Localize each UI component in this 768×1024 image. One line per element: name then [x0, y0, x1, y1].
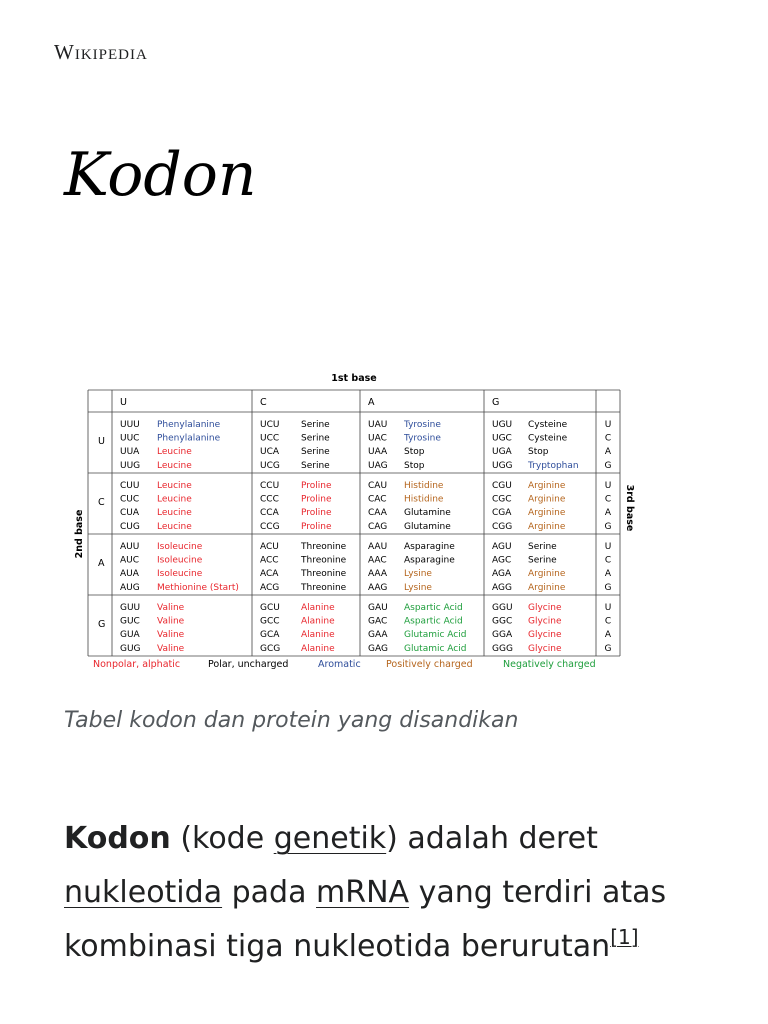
reference-link[interactable]: [1]: [610, 925, 639, 949]
amino-acid-label: Alanine: [301, 603, 335, 613]
amino-acid-label: Proline: [301, 521, 332, 532]
codon-label: CUA: [120, 508, 140, 519]
amino-acid-label: Aspartic Acid: [404, 603, 463, 613]
codon-label: AGA: [492, 569, 512, 580]
third-base-label: 3rd base: [624, 484, 635, 532]
third-base-letter: C: [604, 494, 612, 505]
intro-paragraph: [64, 812, 724, 974]
third-base-letter: A: [604, 447, 612, 458]
intro-bold-term: Kodon: [64, 821, 171, 856]
codon-table-figure[interactable]: [76, 368, 636, 676]
codon-label: CAC: [368, 494, 387, 505]
codon-label: GAC: [368, 616, 388, 627]
first-base-label: 1st base: [331, 373, 377, 384]
amino-acid-label: Proline: [301, 508, 332, 519]
amino-acid-label: Alanine: [301, 630, 335, 641]
amino-acid-label: Histidine: [404, 481, 444, 491]
codon-label: GAG: [368, 643, 388, 654]
amino-acid-label: Leucine: [157, 460, 192, 471]
link-mrna[interactable]: mRNA: [316, 875, 410, 910]
codon-label: GUU: [120, 603, 141, 613]
amino-acid-label: Histidine: [404, 494, 444, 505]
row-base-label: A: [98, 558, 105, 569]
amino-acid-label: Arginine: [528, 521, 566, 532]
legend-entry: Polar, uncharged: [208, 659, 289, 670]
amino-acid-label: Glutamine: [404, 508, 451, 519]
codon-label: CGC: [492, 494, 512, 505]
amino-acid-label: Phenylalanine: [157, 420, 221, 430]
amino-acid-label: Serine: [528, 555, 557, 566]
third-base-letter: G: [604, 643, 612, 654]
codon-label: AGU: [492, 542, 512, 552]
codon-label: AUU: [120, 542, 140, 552]
amino-acid-label: Arginine: [528, 582, 566, 593]
codon-label: ACU: [260, 542, 279, 552]
codon-label: GGC: [492, 616, 513, 627]
codon-label: GUC: [120, 616, 140, 627]
amino-acid-label: Glutamic Acid: [404, 643, 467, 654]
codon-label: UGA: [492, 447, 512, 458]
codon-label: AAC: [368, 555, 387, 566]
codon-label: CCC: [260, 494, 279, 505]
codon-label: GCC: [260, 616, 280, 627]
codon-label: UAA: [368, 447, 388, 458]
codon-label: CCU: [260, 481, 280, 491]
link-nukleotida[interactable]: nukleotida: [64, 875, 223, 910]
row-base-label: C: [98, 497, 105, 508]
codon-label: GAA: [368, 630, 388, 641]
codon-label: CGG: [492, 521, 513, 532]
row-base-label: G: [98, 619, 106, 630]
figure-caption: Tabel kodon dan protein yang disandikan: [64, 708, 519, 733]
third-base-letter: U: [604, 603, 612, 613]
codon-label: CUG: [120, 521, 140, 532]
amino-acid-label: Isoleucine: [157, 569, 203, 580]
amino-acid-label: Alanine: [301, 643, 335, 654]
codon-label: UGU: [492, 420, 513, 430]
codon-label: CGU: [492, 481, 512, 491]
amino-acid-label: Isoleucine: [157, 555, 203, 566]
codon-label: CCA: [260, 508, 279, 519]
legend-entry: Aromatic: [318, 659, 361, 670]
amino-acid-label: Glutamine: [404, 521, 451, 532]
amino-acid-label: Valine: [157, 630, 185, 641]
third-base-letter: G: [604, 521, 612, 532]
codon-label: UAU: [368, 420, 388, 430]
codon-label: UGG: [492, 460, 513, 471]
intro-text: (kode: [170, 821, 274, 856]
link-genetik[interactable]: genetik: [273, 821, 387, 856]
codon-table-image: [76, 368, 636, 676]
codon-label: UUU: [120, 420, 140, 430]
amino-acid-label: Valine: [157, 643, 185, 654]
codon-label: GUA: [120, 630, 140, 641]
amino-acid-label: Aspartic Acid: [404, 616, 463, 627]
row-base-label: U: [98, 436, 105, 447]
codon-label: CAG: [368, 521, 388, 532]
codon-label: ACC: [260, 555, 279, 566]
amino-acid-label: Threonine: [301, 582, 347, 593]
amino-acid-label: Tyrosine: [404, 420, 441, 430]
amino-acid-label: Lysine: [404, 569, 432, 580]
reference-marker: [610, 921, 638, 950]
page-title: Kodon: [64, 140, 257, 210]
intro-text: ) adalah deret: [386, 821, 598, 856]
codon-label: UUG: [120, 460, 141, 471]
amino-acid-label: Tryptophan: [528, 460, 579, 471]
base-header: A: [368, 397, 375, 408]
codon-label: GGG: [492, 643, 513, 654]
amino-acid-label: Threonine: [301, 555, 347, 566]
third-base-letter: U: [604, 420, 612, 430]
amino-acid-label: Leucine: [157, 521, 192, 532]
amino-acid-label: Arginine: [528, 481, 566, 491]
third-base-letter: U: [604, 481, 612, 491]
amino-acid-label: Glycine: [528, 603, 562, 613]
third-base-letter: A: [604, 569, 612, 580]
amino-acid-label: Asparagine: [404, 542, 455, 552]
amino-acid-label: Proline: [301, 481, 332, 491]
legend-entry: Negatively charged: [503, 659, 596, 670]
codon-label: AUA: [120, 569, 139, 580]
codon-label: CUC: [120, 494, 140, 505]
codon-label: UUA: [120, 447, 140, 458]
third-base-letter: C: [604, 555, 612, 566]
amino-acid-label: Asparagine: [404, 555, 455, 566]
amino-acid-label: Proline: [301, 494, 332, 505]
amino-acid-label: Alanine: [301, 616, 335, 627]
second-base-label: 2nd base: [74, 509, 85, 559]
codon-label: GCG: [260, 643, 281, 654]
amino-acid-label: Isoleucine: [157, 542, 203, 552]
amino-acid-label: Serine: [301, 447, 330, 458]
codon-label: AAA: [368, 569, 387, 580]
codon-label: UCC: [260, 433, 280, 444]
third-base-letter: G: [604, 460, 612, 471]
codon-label: GCU: [260, 603, 280, 613]
codon-label: CAA: [368, 508, 387, 519]
amino-acid-label: Phenylalanine: [157, 433, 221, 444]
amino-acid-label: Arginine: [528, 508, 566, 519]
codon-label: AAU: [368, 542, 388, 552]
amino-acid-label: Lysine: [404, 582, 432, 593]
base-header: G: [492, 397, 500, 408]
codon-label: GGA: [492, 630, 513, 641]
amino-acid-label: Stop: [528, 447, 549, 458]
amino-acid-label: Glutamic Acid: [404, 630, 467, 641]
amino-acid-label: Glycine: [528, 643, 562, 654]
legend-entry: Positively charged: [386, 659, 473, 670]
codon-label: UAG: [368, 460, 388, 471]
amino-acid-label: Leucine: [157, 481, 192, 491]
codon-label: UCA: [260, 447, 280, 458]
amino-acid-label: Leucine: [157, 508, 192, 519]
amino-acid-label: Threonine: [301, 542, 347, 552]
amino-acid-label: Serine: [301, 460, 330, 471]
wikipedia-wordmark[interactable]: Wikipedia: [54, 40, 148, 64]
codon-label: ACA: [260, 569, 279, 580]
amino-acid-label: Cysteine: [528, 433, 568, 444]
amino-acid-label: Tyrosine: [404, 433, 441, 444]
codon-label: GCA: [260, 630, 280, 641]
amino-acid-label: Arginine: [528, 494, 566, 505]
amino-acid-label: Valine: [157, 603, 185, 613]
legend-entry: Nonpolar, alphatic: [93, 659, 181, 670]
amino-acid-label: Serine: [528, 542, 557, 552]
codon-label: AAG: [368, 582, 388, 593]
amino-acid-label: Stop: [404, 460, 425, 471]
amino-acid-label: Leucine: [157, 494, 192, 505]
base-header: C: [260, 397, 267, 408]
third-base-letter: A: [604, 630, 612, 641]
third-base-letter: C: [604, 433, 612, 444]
intro-text: pada: [222, 875, 317, 910]
codon-label: UAC: [368, 433, 387, 444]
codon-label: CCG: [260, 521, 280, 532]
amino-acid-label: Arginine: [528, 569, 566, 580]
third-base-letter: G: [604, 582, 612, 593]
codon-label: UCU: [260, 420, 280, 430]
amino-acid-label: Glycine: [528, 616, 562, 627]
codon-label: GAU: [368, 603, 388, 613]
third-base-letter: U: [604, 542, 612, 552]
amino-acid-label: Stop: [404, 447, 425, 458]
third-base-letter: A: [604, 508, 612, 519]
codon-label: CGA: [492, 508, 512, 519]
base-header: U: [120, 397, 127, 408]
amino-acid-label: Threonine: [301, 569, 347, 580]
codon-label: AUG: [120, 582, 140, 593]
codon-label: CAU: [368, 481, 388, 491]
amino-acid-label: Serine: [301, 420, 330, 430]
amino-acid-label: Cysteine: [528, 420, 568, 430]
intro-text: yang terdiri atas kombinasi tiga nukleotida berurutan: [64, 875, 667, 964]
amino-acid-label: Leucine: [157, 447, 192, 458]
codon-label: UCG: [260, 460, 280, 471]
codon-label: ACG: [260, 582, 280, 593]
codon-label: AGG: [492, 582, 512, 593]
codon-label: CUU: [120, 481, 140, 491]
codon-label: GUG: [120, 643, 141, 654]
codon-label: UUC: [120, 433, 140, 444]
third-base-letter: C: [604, 616, 612, 627]
codon-label: AUC: [120, 555, 140, 566]
codon-label: AGC: [492, 555, 512, 566]
codon-label: UGC: [492, 433, 512, 444]
codon-label: GGU: [492, 603, 513, 613]
amino-acid-label: Serine: [301, 433, 330, 444]
amino-acid-label: Glycine: [528, 630, 562, 641]
amino-acid-label: Valine: [157, 616, 185, 627]
amino-acid-label: Methionine (Start): [157, 582, 239, 593]
